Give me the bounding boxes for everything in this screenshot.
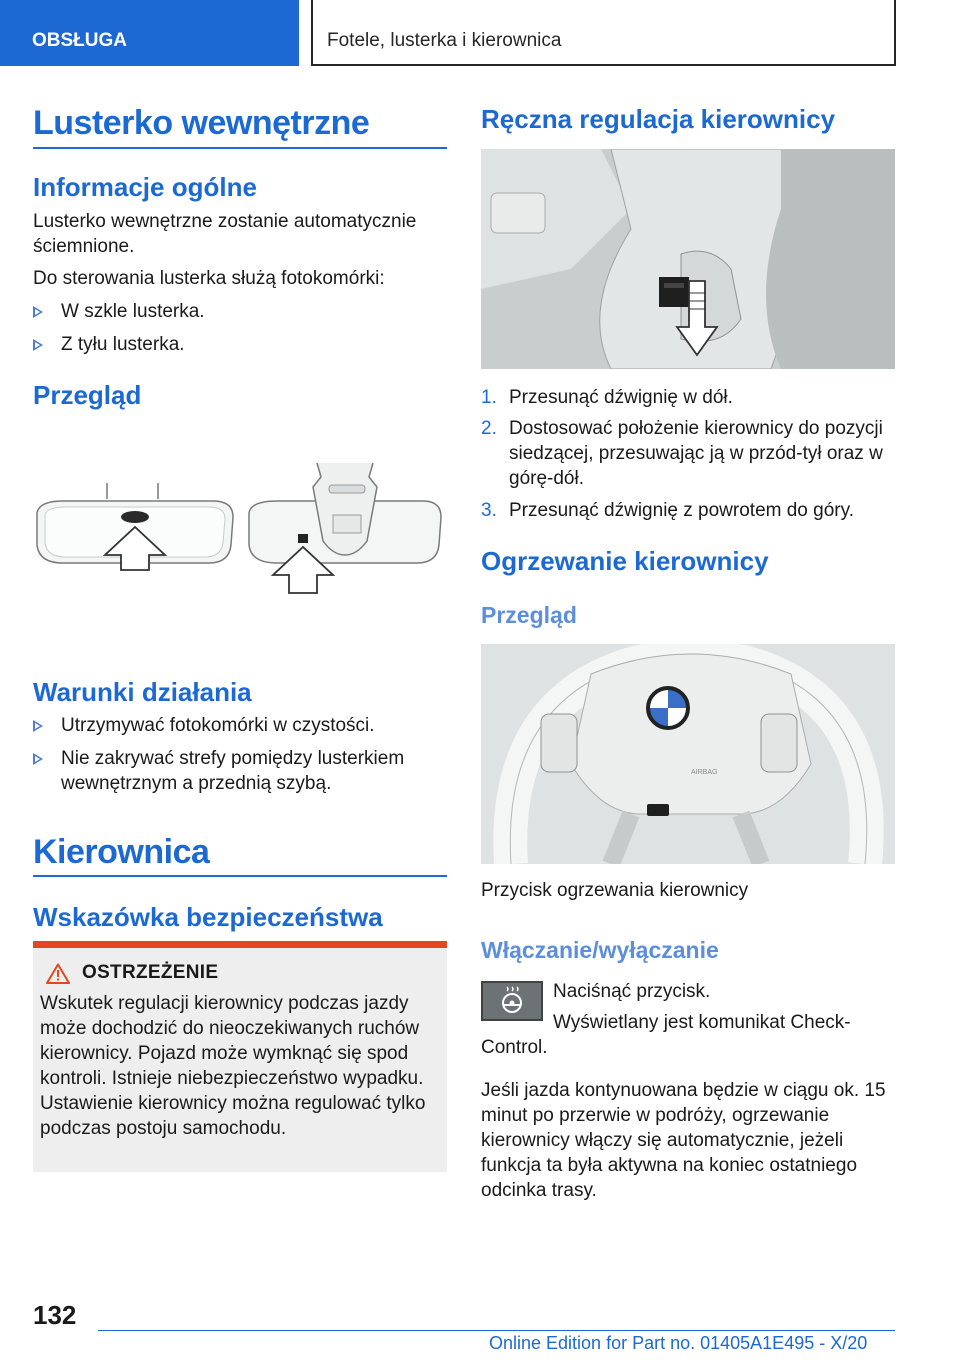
press-button-text: Naciśnąć przycisk. [553,981,711,1002]
heading-overview: Przegląd [33,380,142,410]
list-item-text: W szkle lusterka. [61,301,205,322]
heading-safety: Wskazówka bezpieczeństwa [33,902,383,932]
mirror-illustration [33,455,447,625]
step-text: Dostosować położenie kierownicy do pozycji siedzącej, przesuwając ją w przód-tył oraz w górę-dół. [509,418,883,489]
step-item [481,385,895,410]
list-item [33,746,433,796]
warning-text: Wskutek regulacji kierownicy podczas jazdy może dochodzić do nieoczekiwanych ruchów kierownicy. Pojazd może wymknąć się spod kontroli. Istnieje niebezpieczeństwo wypadku. Ustawienie kierownicy można regulować tylko podczas postoju samochodu. [40,993,426,1139]
heading-general-info: Informacje ogólne [33,172,257,202]
edition-note: Online Edition for Part no. 01405A1E495 - X/20 [489,1333,868,1353]
paragraph-auto-dim: Lusterko wewnętrzne zostanie automatycznie ściemnione. [33,211,417,257]
step-text: Przesunąć dźwignię z powrotem do góry. [509,500,854,521]
step-number: 1. [481,387,497,408]
list-item-text: Z tyłu lusterka. [61,334,185,355]
bullet-triangle-icon [33,753,43,765]
heading-inner-mirror: Lusterko wewnętrzne [33,104,370,142]
list-item [33,713,447,738]
step-number: 3. [481,500,497,521]
heading-wheel-heating: Ogrzewanie kierownicy [481,546,769,576]
heading-rule [33,147,447,149]
list-item-text: Nie zakrywać strefy pomiędzy lusterkiem wewnętrznym a przednią szybą. [61,748,405,794]
caption-heating-button: Przycisk ogrzewania kierownicy [481,880,749,901]
warning-triangle-icon [46,963,70,984]
heading-manual-adjust: Ręczna regulacja kierownicy [481,104,836,134]
section-tab[interactable]: OBSŁUGA [0,0,299,66]
step-item [481,498,895,523]
heading-steering-wheel: Kierownica [33,833,210,871]
heading-rule [33,875,447,877]
list-item [33,299,447,324]
heading-overview-right: Przegląd [481,602,577,628]
steering-lever-photo [481,149,895,369]
check-control-message: Wyświetlany jest komunikat Check-Control. [481,1012,851,1058]
svg-text:AIRBAG: AIRBAG [691,769,718,776]
bullet-triangle-icon [33,339,43,351]
step-text: Przesunąć dźwignię w dół. [509,387,733,408]
page-number: 132 [33,1300,77,1330]
warning-header [40,962,439,984]
paragraph-auto-heating: Jeśli jazda kontynuowana będzie w ciągu ok. 15 minut po przerwie w podróży, ogrzewanie kierownicy włączy się automatycznie, jeżeli funkcja ta była aktywna na koniec ostatniego odcinka trasy. [481,1080,886,1201]
footer-rule [98,1330,895,1331]
warning-title: OSTRZEŻENIE [82,962,219,983]
heading-conditions: Warunki działania [33,677,252,707]
heading-on-off: Włączanie/wyłączanie [481,937,719,963]
list-item-text: Utrzymywać fotokomórki w czystości. [61,715,375,736]
bullet-triangle-icon [33,720,43,732]
steering-wheel-photo [481,644,895,864]
step-number: 2. [481,418,497,439]
step-item [481,416,895,491]
list-item [33,332,447,357]
paragraph-photocells: Do sterowania lusterka służą fotokomórki: [33,268,385,289]
chapter-title: Fotele, lusterka i kierownica [311,0,896,66]
bullet-triangle-icon [33,306,43,318]
warning-box [33,941,447,1172]
